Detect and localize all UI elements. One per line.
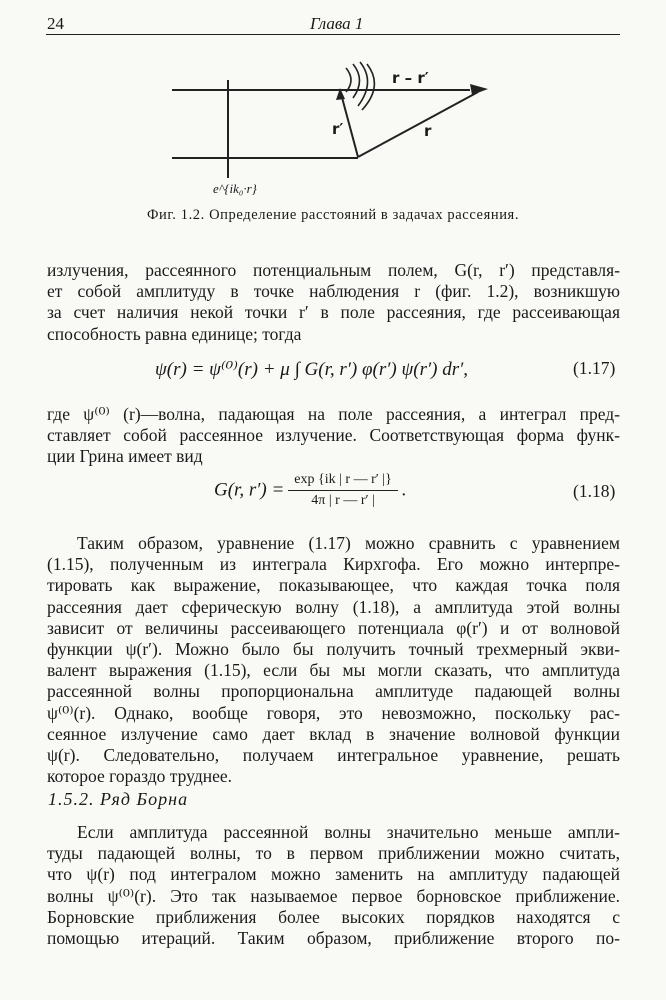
paragraph-3 — [47, 533, 620, 787]
paragraph-line: рассеянной волны пропорциональна амплитуде падающей волны — [47, 681, 620, 702]
paragraph-line: тировать как выражение, показывающее, что каждая точка поля — [47, 575, 620, 596]
paragraph-line: излучения, рассеянного потенциальным полем, G(r, r′) представля- — [47, 260, 620, 280]
paragraph-line: Таким образом, уравнение (1.17) можно сравнить с уравнением — [77, 533, 620, 553]
paragraph-line: ции Грина имеет вид — [47, 446, 203, 467]
paragraph-line: ψ(r). Следовательно, получаем интегральное уравнение, решать — [47, 745, 620, 766]
paragraph-line: ет собой амплитуду в точке наблюдения r (фиг. 1.2), возникшую — [47, 281, 620, 302]
equation-1-17-number: (1.17) — [573, 358, 616, 378]
paragraph-line: (1.15), полученным из интеграла Кирхгофа. Его можно интерпре- — [47, 554, 620, 575]
paragraph-line: ψ⁽⁰⁾(r). Однако, вообще говоря, это невозможно, поскольку рас- — [47, 702, 620, 723]
arrowhead — [470, 84, 488, 95]
page-number: 24 — [47, 14, 64, 33]
fraction-denominator: 4π | r — r′ | — [311, 493, 375, 508]
wave-arc-1 — [346, 68, 351, 92]
equation-1-18-trail: . — [401, 479, 407, 501]
paragraph-line: зависит от величины рассеивающего потенциала φ(r′) и от волновой — [47, 617, 620, 638]
paragraph-line: Если амплитуда рассеянной волны значительно меньше ампли- — [77, 822, 620, 842]
equation-1-18-lhs: G(r, r′) = — [214, 479, 285, 501]
paragraph-line: рассеяния дает сферическую волну (1.18), а амплитуда этой волны — [47, 596, 620, 617]
paragraph-line: которое гораздо труднее. — [47, 766, 232, 787]
paragraph-1 — [47, 260, 620, 345]
paragraph-line: сеянное излучение само дает вклад в значение волновой функции — [47, 723, 620, 744]
r-vector — [358, 92, 478, 157]
equation-1-18-number: (1.18) — [573, 481, 616, 501]
section-title: 1.5.2. Ряд Борна — [48, 789, 189, 809]
label-r-prime: r′ — [332, 120, 344, 138]
paragraph-line: что ψ(r) под интегралом можно заменить на амплитуду падающей — [47, 864, 620, 885]
paragraph-line: где ψ⁽⁰⁾ (r)—волна, падающая на поле рассеяния, а интеграл пред- — [47, 404, 620, 424]
wave-arc-4 — [362, 64, 374, 110]
fraction-numerator: exp {ik | r — r′ |} — [288, 472, 398, 491]
paragraph-4 — [47, 822, 620, 949]
equation-1-18-fraction — [288, 472, 398, 509]
figure-diagram — [0, 0, 666, 200]
paragraph-line: помощью итераций. Таким образом, приближение второго по- — [47, 928, 620, 949]
label-incident-wave: e^{ik₀·r} — [213, 181, 257, 196]
paragraph-line: способность равна единице; тогда — [47, 323, 302, 344]
chapter-title: Глава 1 — [310, 14, 364, 33]
paragraph-line: Борновские приближения более высоких порядков находятся с — [47, 906, 620, 927]
paragraph-line: за счет наличия некой точки r′ в поле рассеяния, где рассеивающая — [47, 302, 620, 323]
paragraph-line: волны ψ⁽⁰⁾(r). Это так называемое первое борновское приближение. — [47, 885, 620, 906]
paragraph-line: туды падающей волны, то в первом приближении можно считать, — [47, 843, 620, 864]
equation-1-18 — [214, 472, 407, 509]
figure-caption: Фиг. 1.2. Определение расстояний в задачах рассеяния. — [146, 207, 520, 223]
wave-arc-2 — [353, 64, 360, 98]
equation-1-17: ψ(r) = ψ⁽⁰⁾(r) + μ ∫ G(r, r′) φ(r′) ψ(r′) dr′, — [155, 359, 469, 380]
paragraph-line: функции ψ(r′). Можно было бы получить точный трехмерный экви- — [47, 639, 620, 660]
label-r-minus-rprime: r – r′ — [392, 69, 429, 87]
label-r: r — [424, 122, 432, 140]
paragraph-2 — [47, 404, 620, 468]
paragraph-line: ставляет собой рассеянное излучение. Соответствующая форма функ- — [47, 425, 620, 446]
paragraph-line: валент выражения (1.15), если бы мы могли сказать, что амплитуда — [47, 660, 620, 681]
